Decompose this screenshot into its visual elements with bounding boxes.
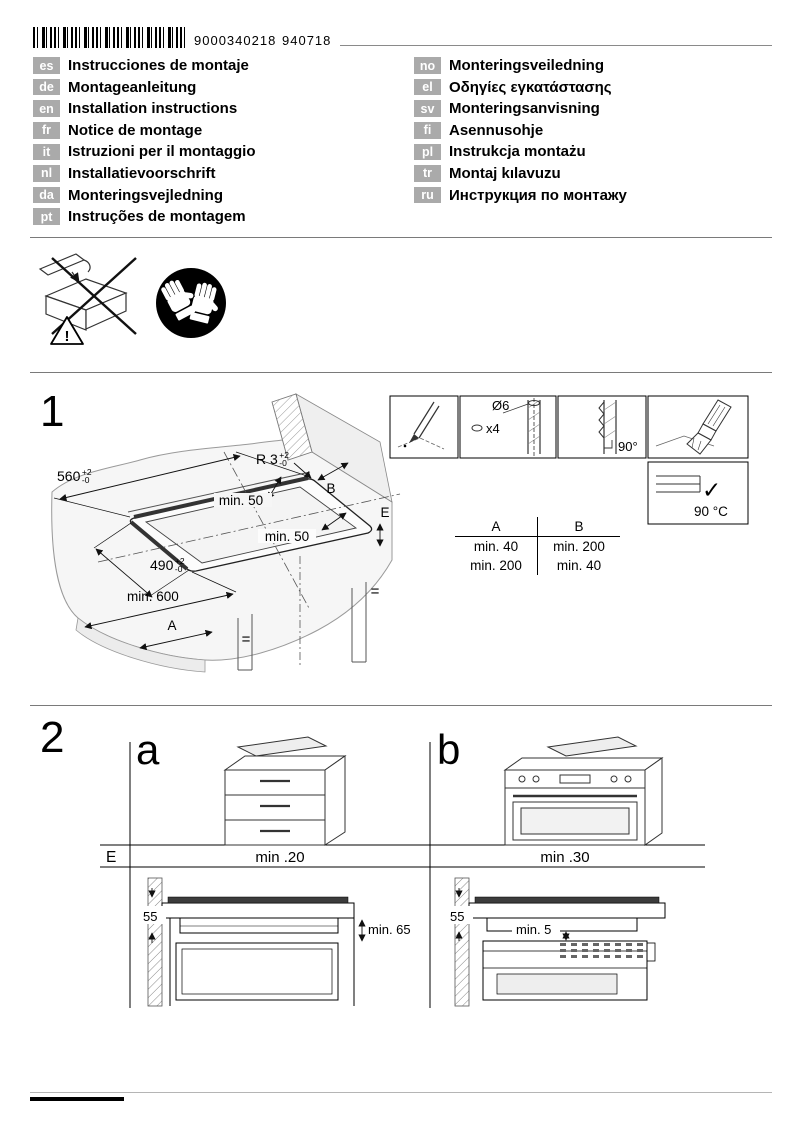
variant-a-letter: a	[136, 726, 160, 773]
variant-b-clearance: min .30	[540, 849, 590, 866]
section-divider	[30, 372, 772, 373]
language-code: pt	[33, 208, 60, 225]
language-title: Asennusohje	[449, 121, 544, 139]
min-50-back-label: min. 50	[218, 493, 264, 508]
language-row	[414, 79, 627, 96]
dim-e-label: E	[380, 505, 390, 520]
language-code: tr	[414, 165, 441, 182]
language-title: Monteringsveiledning	[449, 57, 605, 74]
language-title: Monteringsvejledning	[68, 186, 224, 204]
table-row	[455, 537, 620, 556]
table-cell: min. 200	[553, 539, 605, 554]
exclamation-glyph: !	[64, 328, 70, 345]
language-list-left	[33, 57, 256, 230]
language-row	[414, 122, 627, 139]
dim-radius-value: R 3	[256, 451, 278, 467]
language-title: Instruções de montagem	[68, 208, 246, 226]
dim-560-tol-plus: +2	[81, 467, 92, 477]
oven-b-drawing	[505, 737, 662, 845]
language-row	[33, 143, 256, 160]
footer-rule	[30, 1092, 772, 1093]
b-gap-label: min. 5	[516, 922, 552, 937]
protective-gloves-icon	[156, 268, 226, 338]
language-code: es	[33, 57, 60, 74]
checkmark-icon: ✓	[702, 477, 722, 503]
equal-mark: =	[241, 631, 251, 648]
clearance-table-header	[455, 517, 620, 537]
language-code: en	[33, 100, 60, 117]
drill-count-label: x4	[486, 421, 500, 436]
dim-560	[57, 468, 92, 484]
saw-angle-label: 90°	[618, 439, 638, 454]
variant-a-clearance: min .20	[255, 849, 305, 866]
barcode-number: 9000340218	[194, 33, 277, 48]
variant-b-letter: b	[437, 726, 461, 773]
b-thickness-label: 55	[450, 909, 465, 924]
language-row	[33, 79, 256, 96]
header-rule	[340, 45, 772, 46]
language-row	[33, 187, 256, 204]
language-row	[33, 57, 256, 74]
section-divider	[30, 237, 772, 238]
language-title: Installatievoorschrift	[68, 164, 216, 182]
language-code: fi	[414, 122, 441, 139]
date-code: 940718	[282, 33, 332, 48]
language-row	[414, 100, 627, 117]
language-row	[33, 100, 256, 117]
dim-490-tol-plus: +2	[174, 556, 185, 566]
footer-mark	[30, 1097, 124, 1101]
language-code: no	[414, 57, 441, 74]
language-title: Installation instructions	[68, 100, 238, 118]
temperature-label: 90 °C	[694, 504, 728, 519]
language-row	[414, 143, 627, 160]
language-code: nl	[33, 165, 60, 182]
equal-mark: =	[370, 583, 380, 600]
drill-diameter-label: Ø6	[492, 398, 510, 413]
language-code: da	[33, 187, 60, 204]
table-cell: min. 200	[455, 556, 538, 575]
row-e-label: E	[106, 849, 117, 866]
clearance-table	[455, 517, 620, 575]
language-code: fr	[33, 122, 60, 139]
table-cell: min. 40	[455, 537, 538, 556]
dim-radius-tol-minus: -0	[279, 458, 287, 468]
language-row	[33, 122, 256, 139]
language-row	[33, 165, 256, 182]
language-list-right	[414, 57, 627, 208]
language-title: Montageanleitung	[68, 78, 197, 96]
language-title: Montaj kılavuzu	[449, 164, 561, 182]
dim-radius-tol-plus: +2	[279, 450, 289, 460]
language-title: Monteringsanvisning	[449, 100, 600, 118]
table-header-a: A	[455, 517, 538, 537]
language-code: pl	[414, 144, 441, 161]
dim-b-label: B	[326, 481, 336, 496]
cabinet-a-drawing	[225, 737, 345, 845]
language-title: Instrucciones de montaje	[68, 57, 249, 74]
safety-icons-band	[0, 240, 802, 372]
section-a-drawing	[140, 878, 411, 1006]
dim-radius	[256, 451, 289, 467]
step1-number: 1	[40, 387, 65, 436]
no-edge-strip-icon	[40, 254, 126, 330]
language-code: ru	[414, 187, 441, 204]
language-title: Istruzioni per il montaggio	[68, 143, 256, 161]
min-600-label: min. 600	[127, 589, 179, 604]
table-cell: min. 40	[556, 558, 602, 573]
dim-490-tol-minus: -0	[174, 564, 183, 574]
language-code: sv	[414, 100, 441, 117]
language-code: el	[414, 79, 441, 96]
a-gap-label: min. 65	[368, 922, 411, 937]
language-title: Notice de montage	[68, 121, 203, 139]
dim-490	[150, 557, 185, 573]
language-code: de	[33, 79, 60, 96]
step1-drawing	[0, 388, 802, 705]
dim-560-value: 560	[57, 468, 81, 484]
section-b-drawing	[447, 878, 665, 1006]
language-code: it	[33, 144, 60, 161]
language-title: Οδηγίες εγκατάστασης	[449, 78, 612, 96]
dim-a-label: A	[167, 618, 177, 633]
step2-number: 2	[40, 713, 65, 762]
table-header-b: B	[538, 517, 620, 537]
language-row	[414, 57, 627, 74]
step2-drawing	[0, 705, 802, 1105]
table-row	[455, 556, 620, 575]
dim-490-value: 490	[150, 557, 174, 573]
a-thickness-label: 55	[143, 909, 158, 924]
row-e-labels	[106, 849, 590, 866]
min-50-side-label: min. 50	[264, 529, 310, 544]
language-row	[414, 187, 627, 204]
language-title: Инструкция по монтажу	[449, 186, 627, 204]
language-row	[414, 165, 627, 182]
barcode	[33, 27, 185, 48]
language-title: Instrukcja montażu	[449, 143, 586, 161]
language-row	[33, 208, 256, 225]
dim-560-tol-minus: -0	[81, 475, 90, 485]
